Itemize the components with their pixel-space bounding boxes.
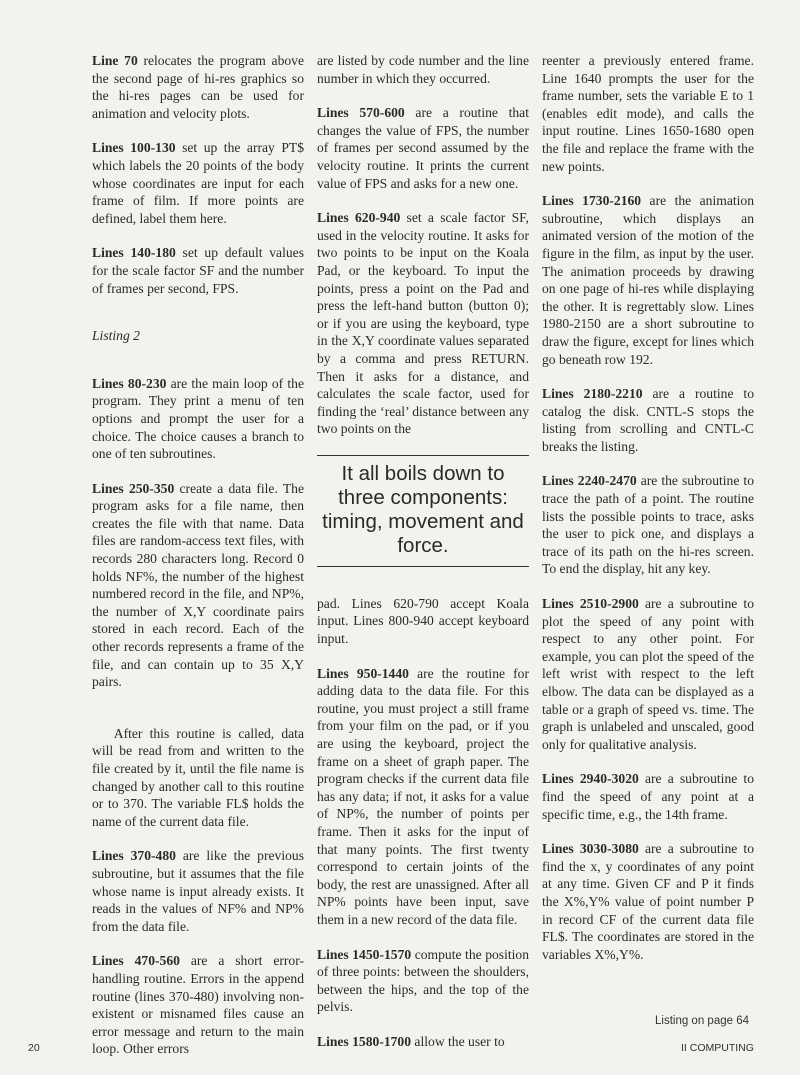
paragraph: Lines 950-1440 are the routine for adding data to the data file. For this routine, you must project a still frame from your film on the pad, or if you are using the keyboard, project the frame on a sheet of graph paper. The program checks if the current data file has any data; if not, it asks for a value of NP%, the number of points per frame. Then it asks for the input of that many points. The first twenty correspond to certain joints of the body, the rest are unassigned. After all NP% points have been input, save them in a new record of the data file. <box>317 665 529 927</box>
paragraph: reenter a previously entered frame. Line 1640 prompts the user for the frame number, sets the variable E to 1 (enables edit mode), and calls the input routine. Lines 1650-1680 open the file and replace the frame with the new points. <box>542 53 754 174</box>
paragraph: Lines 1450-1570 compute the position of three points: between the shoulders, between the hips, and the top of the pelvis. <box>317 946 530 1015</box>
pull-quote: It all boils down to three components: timing, movement and force. <box>317 455 529 567</box>
magazine-name: II COMPUTING <box>681 1042 754 1054</box>
section-heading: Listing 2 <box>92 328 140 344</box>
paragraph: Lines 2180-2210 are a routine to catalog the disk. CNTL-S stops the listing from scrolling and CNTL-C breaks the listing. <box>542 386 754 454</box>
paragraph: Lines 3030-3080 are a subroutine to find the x, y coordinates of any point at any time. Given CF and P it finds the X%,Y% value of point number P in record CF of the current data file FL$. The coordinates are stored in the variables X%,Y%. <box>542 841 755 962</box>
paragraph: Lines 2940-3020 are a subroutine to find the speed of any point at a specific time, e.g., the 14th frame. <box>542 771 755 822</box>
paragraph: Lines 1730-2160 are the animation subroutine, which displays an animated version of the motion of the figure in the film, as input by the user. The animation proceeds by drawing on one page of hi-res while displaying the other. It is regrettably slow. Lines 1980-2150 are a short subroutine to draw the figure, except for lines which go beneath row 192. <box>542 193 755 367</box>
paragraph: Lines 80-230 are the main loop of the program. They print a menu of ten options and prompt the user for a choice. The choice causes a branch to one of ten subroutines. <box>92 375 304 462</box>
column-right <box>542 52 754 980</box>
paragraph: Lines 2240-2470 are the subroutine to trace the path of a point. The routine lists the possible points to trace, asks the user to pick one, and displays a trace of its path on the hi-res screen. To end the display, hit any key. <box>542 473 754 577</box>
column-middle <box>317 52 529 1068</box>
column-left <box>92 52 304 1075</box>
paragraph: After this routine is called, data will be read from and written to the file created by it, until the file name is changed by another call to this routine or to 370. The variable FL$ holds the name of the current data file. <box>92 725 304 829</box>
paragraph: Lines 140-180 set up default values for the scale factor SF and the number of frames per second, FPS. <box>92 245 304 296</box>
paragraph: Line 70 relocates the program above the second page of hi-res graphics so the hi-res pages can be used for animation and velocity plots. <box>92 53 304 121</box>
paragraph: are listed by code number and the line number in which they occurred. <box>317 53 529 86</box>
paragraph: Lines 1580-1700 allow the user to <box>317 1033 505 1049</box>
listing-reference: Listing on page 64 <box>655 1015 749 1027</box>
paragraph: pad. Lines 620-790 accept Koala input. Lines 800-940 accept keyboard input. <box>317 595 529 647</box>
paragraph: Lines 570-600 are a routine that changes the value of FPS, the number of frames per second assumed by the velocity routine. It prints the current value of FPS and asks for a new one. <box>317 105 529 191</box>
paragraph: Lines 250-350 create a data file. The program asks for a file name, then creates the file with that name. Data files are random-access text files, with records 280 characters long. Record 0 holds NF%, the number of the highest numbered record in the file, and NP%, the number of X,Y coordinate pairs stored in each record. Each of the other records represents a frame of the file, and can contain up to 35 X,Y pairs. <box>92 480 304 690</box>
paragraph: Lines 2510-2900 are a subroutine to plot the speed of any point with respect to any other point. For example, you can plot the speed of the left wrist with respect to the left elbow. The data can be displayed as a table or a graph of speed vs. time. The graph is unlabeled and unscaled, good only for qualitative analysis. <box>542 596 755 752</box>
page-number: 20 <box>28 1042 40 1054</box>
paragraph: Lines 370-480 are like the previous subroutine, but it assumes that the file whose name is input already exists. It reads in the values of NF% and NP% from the data file. <box>92 848 304 934</box>
paragraph: Lines 470-560 are a short error-handling routine. Errors in the append routine (lines 370-480) involving non-existent or misnamed files cause an error message and return to the main loop. Other errors <box>92 953 304 1057</box>
paragraph: Lines 100-130 set up the array PT$ which labels the 20 points of the body whose coordinates are input for each frame of film. If more points are defined, label them here. <box>92 140 305 226</box>
paragraph: Lines 620-940 set a scale factor SF, used in the velocity routine. It asks for two points to be input on the Koala Pad, or the keyboard. To input the points, press a point on the Pad and press the left-hand button (button 0); or if you are using the keyboard, type in the X,Y coordinate values separated by a comma and press RETURN. Then it asks for a distance, and calculates the scale factor, used for finding the ‘real’ distance between any two points on the <box>317 210 529 437</box>
